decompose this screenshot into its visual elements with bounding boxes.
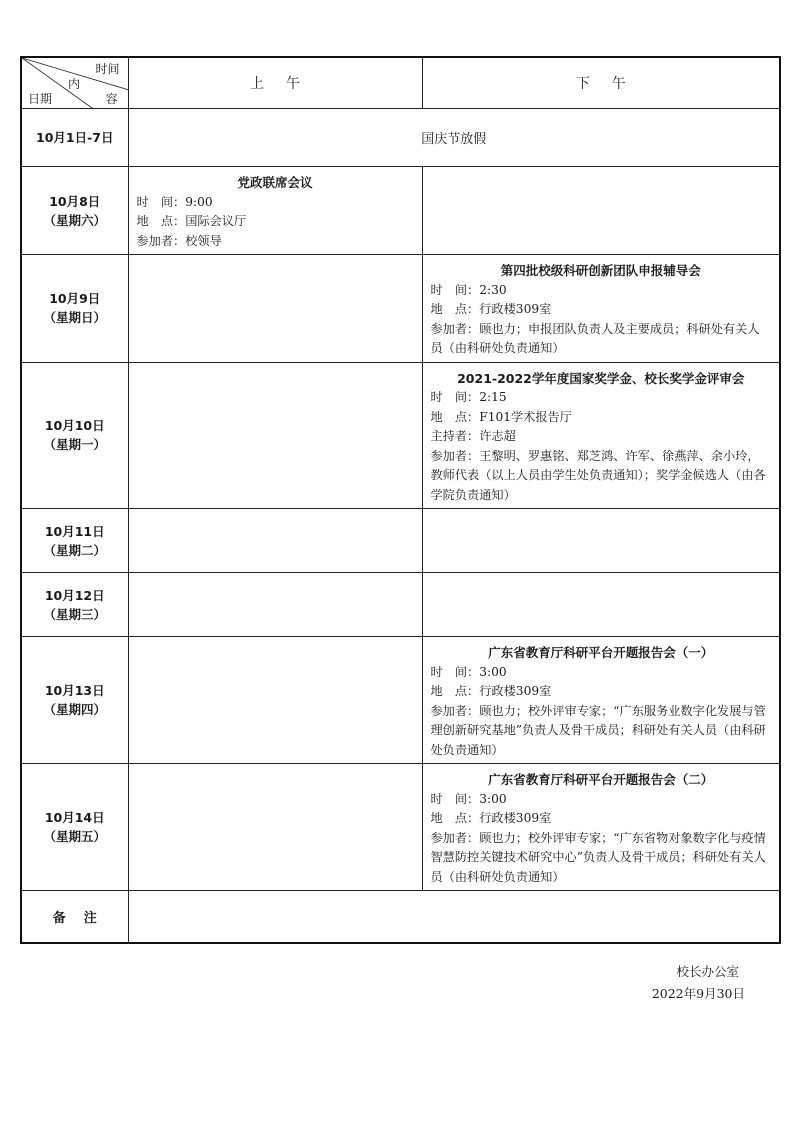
event-detail-line: 参加者：顾也力；校外评审专家；“广东服务业数字化发展与管理创新研究基地”负责人及骨干成员；科研处有关人员（由科研处负责通知） [430, 703, 766, 757]
event-title: 广东省教育厅科研平台开题报告会（二） [488, 772, 714, 787]
day-date: 10月14日 [44, 810, 105, 825]
day-row [21, 573, 780, 637]
morning-cell [128, 573, 422, 637]
notes-text [128, 891, 780, 943]
event-detail-line: 时 间：2:15 [430, 390, 507, 404]
morning-cell [128, 167, 422, 255]
day-weekday: （星期日） [43, 310, 106, 326]
day-date: 10月9日 [49, 291, 101, 307]
event-title: 广东省教育厅科研平台开题报告会（一） [488, 645, 714, 660]
event-title: 2021-2022学年度国家奖学金、校长奖学金评审会 [457, 370, 745, 386]
day-row [21, 255, 780, 363]
day-date-cell [21, 167, 128, 255]
event-detail-line: 参加者：顾也力；校外评审专家；“广东省物对象数字化与疫情智慧防控关键技术研究中心”负责人及骨干成员；科研处有关人员（由科研处负责通知） [430, 830, 766, 884]
footer-office: 校长办公室 [676, 964, 739, 979]
event-detail-line: 参加者：校领导 [136, 233, 222, 248]
morning-cell [128, 637, 422, 764]
day-weekday: （星期五） [43, 829, 106, 844]
day-weekday: （星期二） [43, 542, 106, 558]
day-date: 10月10日 [44, 418, 105, 434]
event-detail-line: 地 点：行政楼309室 [430, 302, 552, 316]
day-weekday: （星期三） [43, 606, 106, 622]
event-detail-line: 地 点：行政楼309室 [430, 684, 552, 698]
day-weekday: （星期一） [43, 437, 106, 453]
afternoon-cell [422, 362, 780, 509]
day-date-cell [21, 362, 128, 509]
day-row [21, 764, 780, 891]
morning-cell [128, 764, 422, 891]
event-detail-line: 时 间：9:00 [136, 194, 213, 209]
day-date-cell [21, 764, 128, 891]
event-detail-line: 参加者：顾也力；申报团队负责人及主要成员；科研处有关人员（由科研处负责通知） [430, 321, 760, 355]
afternoon-cell [422, 509, 780, 573]
morning-cell [128, 362, 422, 509]
notes-label: 备注 [21, 891, 128, 943]
event-title: 党政联席会议 [237, 175, 313, 190]
corner-cell [21, 57, 128, 109]
event-detail-line: 时 间：3:00 [430, 664, 507, 679]
event-detail-line: 地 点：行政楼309室 [430, 811, 552, 825]
morning-header: 上午 [128, 57, 422, 109]
holiday-text: 国庆节放假 [128, 109, 780, 167]
afternoon-cell [422, 255, 780, 363]
corner-time-label: 时间 [95, 62, 120, 76]
event-title: 第四批校级科研创新团队申报辅导会 [500, 263, 701, 278]
corner-date-label: 日期 [28, 92, 53, 106]
corner-content-label-2: 容 [105, 92, 118, 106]
header-row [21, 57, 780, 109]
holiday-row [21, 109, 780, 167]
afternoon-cell [422, 573, 780, 637]
day-row [21, 637, 780, 764]
day-rows [21, 167, 780, 891]
day-date: 10月13日 [44, 683, 105, 698]
day-date-cell [21, 255, 128, 363]
day-date-cell [21, 573, 128, 637]
event-detail-line: 主持者：许志超 [430, 429, 516, 443]
footer-date: 2022年9月30日 [651, 986, 745, 1001]
day-date-cell [21, 509, 128, 573]
day-weekday: （星期六） [43, 212, 106, 228]
event-detail-line: 时 间：3:00 [430, 791, 507, 806]
holiday-date: 10月1日-7日 [21, 109, 128, 167]
notes-row [21, 891, 780, 943]
schedule-table [20, 56, 781, 944]
afternoon-cell [422, 637, 780, 764]
day-date: 10月12日 [44, 587, 105, 603]
event-detail-line: 时 间：2:30 [430, 282, 507, 297]
morning-cell [128, 509, 422, 573]
afternoon-header: 下午 [422, 57, 780, 109]
day-date-cell [21, 637, 128, 764]
day-date: 10月11日 [44, 523, 105, 539]
afternoon-cell [422, 167, 780, 255]
morning-cell [128, 255, 422, 363]
day-row [21, 167, 780, 255]
afternoon-cell [422, 764, 780, 891]
day-row [21, 509, 780, 573]
day-date: 10月8日 [49, 193, 101, 209]
day-row [21, 362, 780, 509]
event-detail-line: 参加者：王黎明、罗惠铭、郑芝鸿、许军、徐燕萍、余小玲，教师代表（以上人员由学生处负责通知）；奖学金候选人（由各学院负责通知） [430, 448, 766, 502]
event-detail-line: 地 点：国际会议厅 [136, 214, 247, 228]
event-detail-line: 地 点：F101学术报告厅 [430, 409, 572, 424]
day-weekday: （星期四） [43, 702, 106, 717]
corner-content-label-1: 内 [68, 77, 81, 91]
